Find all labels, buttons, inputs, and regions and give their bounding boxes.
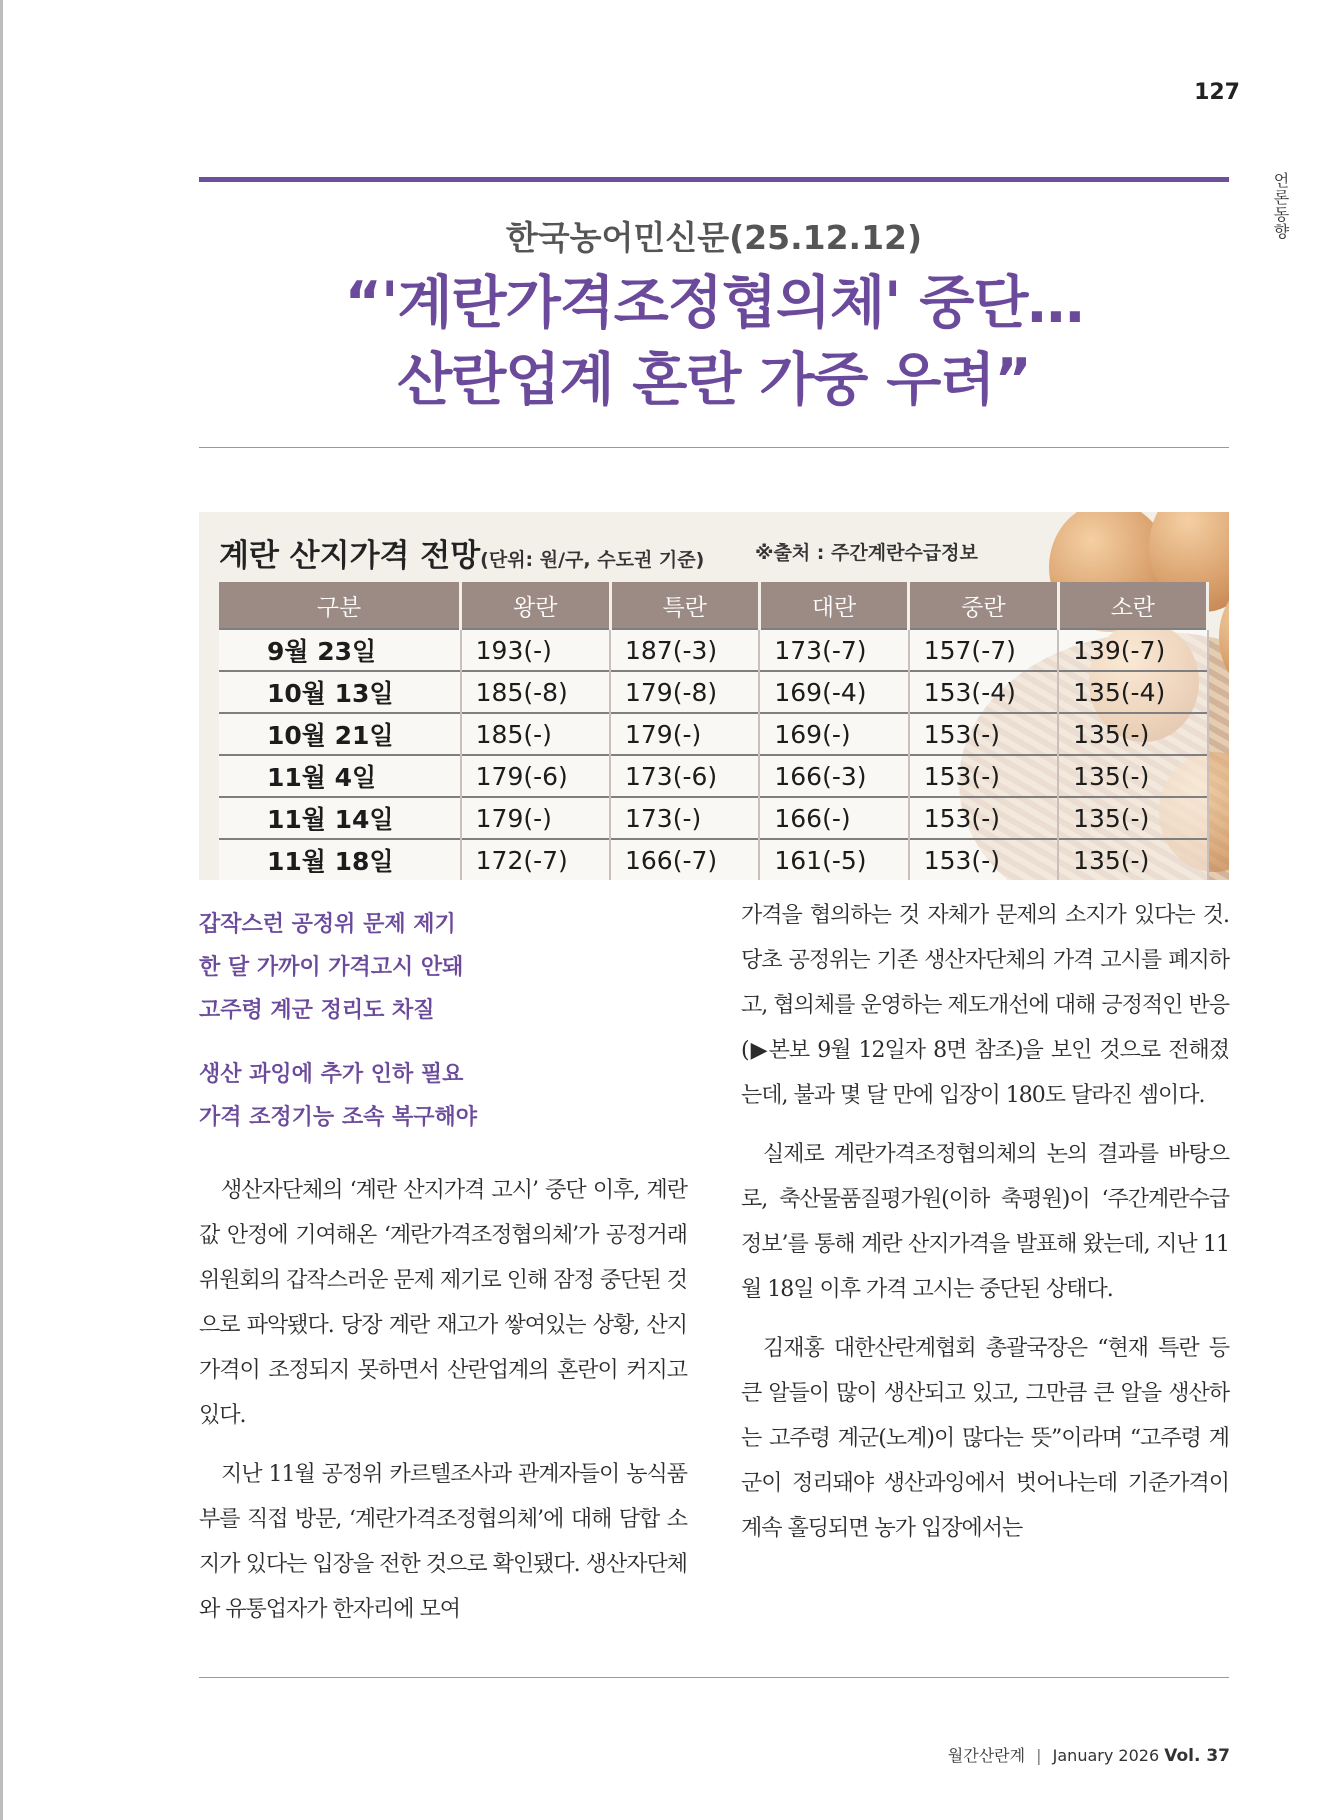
price-cell: 179(-)	[610, 713, 759, 755]
table-row	[219, 671, 1208, 713]
date-cell: 10월 21일	[219, 713, 461, 755]
date-cell: 11월 18일	[219, 839, 461, 880]
table-row	[219, 797, 1208, 839]
price-cell: 166(-7)	[610, 839, 759, 880]
date-cell: 11월 14일	[219, 797, 461, 839]
price-cell: 179(-8)	[610, 671, 759, 713]
footer-separator: |	[1036, 1746, 1042, 1765]
subheading: 생산 과잉에 추가 인하 필요	[199, 1062, 464, 1087]
price-cell: 153(-)	[909, 755, 1058, 797]
headline-divider	[199, 447, 1229, 448]
price-cell: 166(-3)	[759, 755, 908, 797]
price-cell: 153(-)	[909, 839, 1058, 880]
price-cell: 193(-)	[461, 629, 610, 671]
price-cell: 185(-8)	[461, 671, 610, 713]
table-row	[219, 839, 1208, 880]
table-title	[219, 530, 704, 575]
subheading: 고주령 계군 정리도 차질	[199, 998, 435, 1023]
table-header-cell: 구분	[219, 582, 461, 629]
price-cell: 135(-4)	[1058, 671, 1207, 713]
price-cell: 173(-)	[610, 797, 759, 839]
table-header-row	[219, 582, 1208, 629]
price-cell: 169(-)	[759, 713, 908, 755]
date-cell: 11월 4일	[219, 755, 461, 797]
price-cell: 135(-)	[1058, 797, 1207, 839]
body-paragraph: 가격을 협의하는 것 자체가 문제의 소지가 있다는 것. 당초 공정위는 기존 생산자단체의 가격 고시를 폐지하고, 협의체를 운영하는 제도개선에 대해 긍정적인 반응(▶본보 9월 12일자 8면 참조)을 보인 것으로 전해졌는데, 불과 몇 달 만에 입장이 180도 달라진 셈이다.	[741, 903, 1229, 1108]
right-column	[741, 893, 1229, 1565]
price-cell: 153(-)	[909, 797, 1058, 839]
body-paragraph: 생산자단체의 ‘계란 산지가격 고시’ 중단 이후, 계란값 안정에 기여해온 ‘계란가격조정협의체’가 공정거래위원회의 갑작스러운 문제 제기로 인해 잠정 중단된 것으로 파악됐다. 당장 계란 재고가 쌓여있는 상황, 산지가격이 조정되지 못하면서 산란업계의 혼란이 커지고 있다.	[199, 1178, 687, 1428]
price-cell: 153(-)	[909, 713, 1058, 755]
top-rule	[199, 177, 1229, 182]
page-edge	[0, 0, 3, 1820]
price-cell: 161(-5)	[759, 839, 908, 880]
table-header-cell: 중란	[909, 582, 1058, 629]
subheadings	[199, 903, 679, 1139]
left-column	[199, 1168, 687, 1646]
price-cell: 169(-4)	[759, 671, 908, 713]
price-cell: 185(-)	[461, 713, 610, 755]
price-table	[219, 582, 1209, 880]
price-cell: 173(-6)	[610, 755, 759, 797]
table-header-cell: 소란	[1058, 582, 1207, 629]
price-cell: 135(-)	[1058, 839, 1207, 880]
body-paragraph: 실제로 계란가격조정협의체의 논의 결과를 바탕으로, 축산물품질평가원(이하 축평원)이 ‘주간계란수급정보’를 통해 계란 산지가격을 발표해 왔는데, 지난 11월 18일 이후 가격 고시는 중단된 상태다.	[741, 1142, 1229, 1302]
price-cell: 179(-6)	[461, 755, 610, 797]
price-cell: 153(-4)	[909, 671, 1058, 713]
price-cell: 173(-7)	[759, 629, 908, 671]
price-cell: 135(-)	[1058, 713, 1207, 755]
price-cell: 179(-)	[461, 797, 610, 839]
price-cell: 187(-3)	[610, 629, 759, 671]
issue-date: January 2026	[1052, 1746, 1160, 1765]
table-unit: (단위: 원/구, 수도권 기준)	[480, 549, 705, 571]
date-cell: 10월 13일	[219, 671, 461, 713]
table-row	[219, 755, 1208, 797]
volume-number: Vol. 37	[1164, 1746, 1230, 1766]
section-tab: 언론동향	[1271, 172, 1290, 240]
table-row	[219, 629, 1208, 671]
footer-divider	[199, 1677, 1229, 1678]
date-cell: 9월 23일	[219, 629, 461, 671]
price-cell: 166(-)	[759, 797, 908, 839]
subheading: 가격 조정기능 조속 복구해야	[199, 1105, 478, 1130]
headline	[199, 265, 1229, 419]
headline-line-1: “'계란가격조정협의체' 중단…	[344, 270, 1084, 336]
table-title-text: 계란 산지가격 전망	[219, 538, 481, 574]
page-number: 127	[1194, 80, 1240, 105]
table-row	[219, 713, 1208, 755]
body-paragraph: 지난 11월 공정위 카르텔조사과 관계자들이 농식품부를 직접 방문, ‘계란가격조정협의체’에 대해 담합 소지가 있다는 입장을 전한 것으로 확인됐다. 생산자단체와 유통업자가 한자리에 모여	[199, 1462, 687, 1622]
subheading: 한 달 가까이 가격고시 안돼	[199, 955, 464, 980]
headline-line-2: 산란업계 혼란 가중 우려”	[397, 347, 1031, 413]
table-source: ※출처 : 주간계란수급정보	[755, 542, 978, 564]
table-header-cell: 특란	[610, 582, 759, 629]
price-cell: 157(-7)	[909, 629, 1058, 671]
price-cell: 139(-7)	[1058, 629, 1207, 671]
subheading: 갑작스런 공정위 문제 제기	[199, 912, 456, 937]
magazine-name: 월간산란계	[947, 1746, 1026, 1765]
table-header-cell: 왕란	[461, 582, 610, 629]
price-table-figure	[199, 512, 1229, 880]
price-cell: 172(-7)	[461, 839, 610, 880]
subheading-gap	[199, 1032, 679, 1053]
footer	[860, 1743, 1230, 1766]
body-paragraph: 김재홍 대한산란계협회 총괄국장은 “현재 특란 등 큰 알들이 많이 생산되고 있고, 그만큼 큰 알을 생산하는 고주령 계군(노계)이 많다는 뜻”이라며 “고주령 계군이 정리돼야 생산과잉에서 벗어나는데 기준가격이 계속 홀딩되면 농가 입장에서는	[741, 1336, 1229, 1541]
article-source: 한국농어민신문(25.12.12)	[505, 218, 923, 257]
price-cell: 135(-)	[1058, 755, 1207, 797]
table-header-cell: 대란	[759, 582, 908, 629]
